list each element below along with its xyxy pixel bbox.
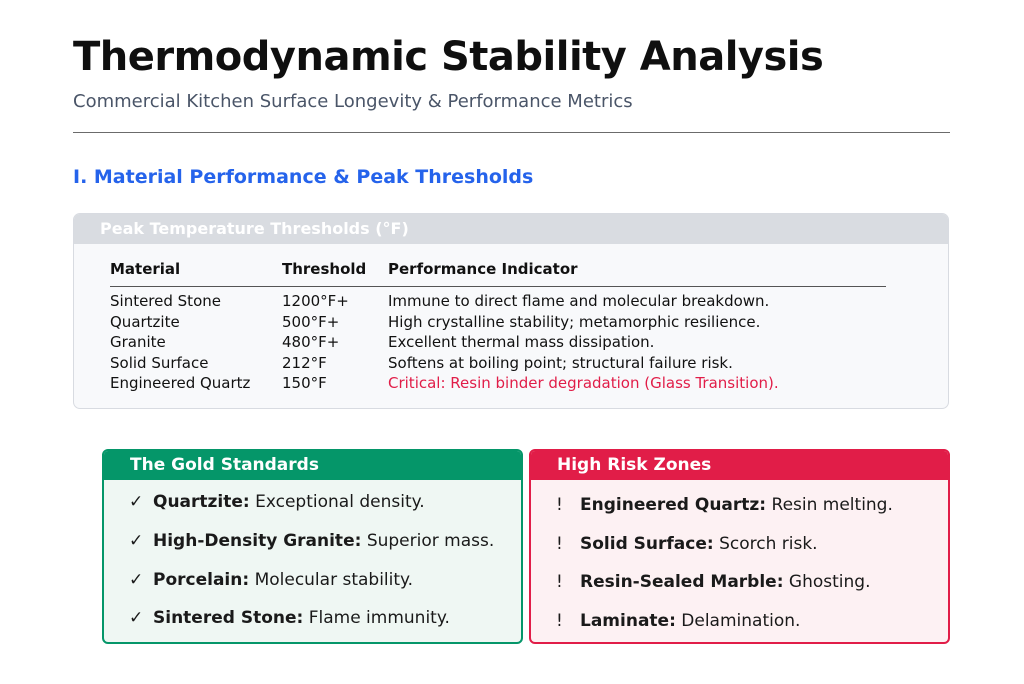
table-row (110, 287, 886, 312)
page-title: Thermodynamic Stability Analysis (73, 34, 824, 80)
checkmark-icon: ✓ (129, 531, 144, 551)
item-desc: Scorch risk. (719, 534, 818, 554)
list-item (129, 531, 494, 551)
material-cell: Engineered Quartz (110, 374, 251, 393)
item-desc: Molecular stability. (254, 570, 414, 590)
header-divider (73, 132, 950, 133)
table-row (110, 373, 886, 394)
indicator-cell-critical: Critical: Resin binder degradation (Glass Transition). (388, 374, 779, 393)
table-row (110, 353, 886, 374)
column-header-material: Material (110, 258, 282, 287)
item-name: Resin-Sealed Marble: (580, 572, 784, 592)
material-cell: Quartzite (110, 312, 180, 331)
threshold-cell: 480°F+ (282, 333, 340, 352)
item-name: Engineered Quartz: (580, 495, 767, 515)
table-header-row (110, 258, 886, 287)
gold-standards-title: The Gold Standards (104, 451, 521, 480)
indicator-cell: Excellent thermal mass dissipation. (388, 333, 655, 352)
indicator-cell: Softens at boiling point; structural failure risk. (388, 353, 733, 372)
list-item (556, 611, 800, 631)
list-item (129, 608, 450, 628)
thresholds-card-title: Peak Temperature Thresholds (°F) (74, 214, 948, 244)
column-header-threshold: Threshold (282, 258, 388, 287)
table-row (110, 312, 886, 333)
checkmark-icon: ✓ (129, 570, 144, 590)
item-desc: Ghosting. (788, 572, 871, 592)
list-item (129, 570, 413, 590)
threshold-cell: 1200°F+ (282, 292, 349, 311)
gold-standards-box (102, 449, 523, 644)
item-desc: Superior mass. (366, 531, 495, 551)
item-name: Quartzite: (153, 492, 250, 512)
threshold-cell: 500°F+ (282, 312, 340, 331)
item-name: Porcelain: (153, 570, 250, 590)
column-header-indicator: Performance Indicator (388, 258, 886, 287)
item-desc: Flame immunity. (308, 608, 450, 628)
exclamation-icon: ! (556, 611, 563, 631)
exclamation-icon: ! (556, 495, 563, 515)
exclamation-icon: ! (556, 572, 563, 592)
thresholds-card (73, 213, 949, 409)
high-risk-title: High Risk Zones (531, 451, 948, 480)
checkmark-icon: ✓ (129, 608, 144, 628)
indicator-cell: Immune to direct flame and molecular breakdown. (388, 292, 770, 311)
item-desc: Delamination. (681, 611, 801, 631)
table-row (110, 332, 886, 353)
list-item (556, 534, 818, 554)
item-name: High-Density Granite: (153, 531, 362, 551)
list-item (556, 572, 871, 592)
thresholds-table (110, 258, 886, 394)
checkmark-icon: ✓ (129, 492, 144, 512)
item-name: Solid Surface: (580, 534, 714, 554)
threshold-cell: 150°F (282, 374, 327, 393)
material-cell: Solid Surface (110, 353, 209, 372)
item-desc: Resin melting. (771, 495, 893, 515)
material-cell: Sintered Stone (110, 292, 221, 311)
threshold-cell: 212°F (282, 353, 327, 372)
page-subtitle: Commercial Kitchen Surface Longevity & Performance Metrics (73, 91, 633, 112)
section-heading: I. Material Performance & Peak Thresholds (73, 166, 534, 188)
exclamation-icon: ! (556, 534, 563, 554)
item-desc: Exceptional density. (255, 492, 425, 512)
indicator-cell: High crystalline stability; metamorphic resilience. (388, 312, 761, 331)
item-name: Sintered Stone: (153, 608, 304, 628)
list-item (129, 492, 425, 512)
material-cell: Granite (110, 333, 166, 352)
high-risk-box (529, 449, 950, 644)
item-name: Laminate: (580, 611, 676, 631)
list-item (556, 495, 893, 515)
